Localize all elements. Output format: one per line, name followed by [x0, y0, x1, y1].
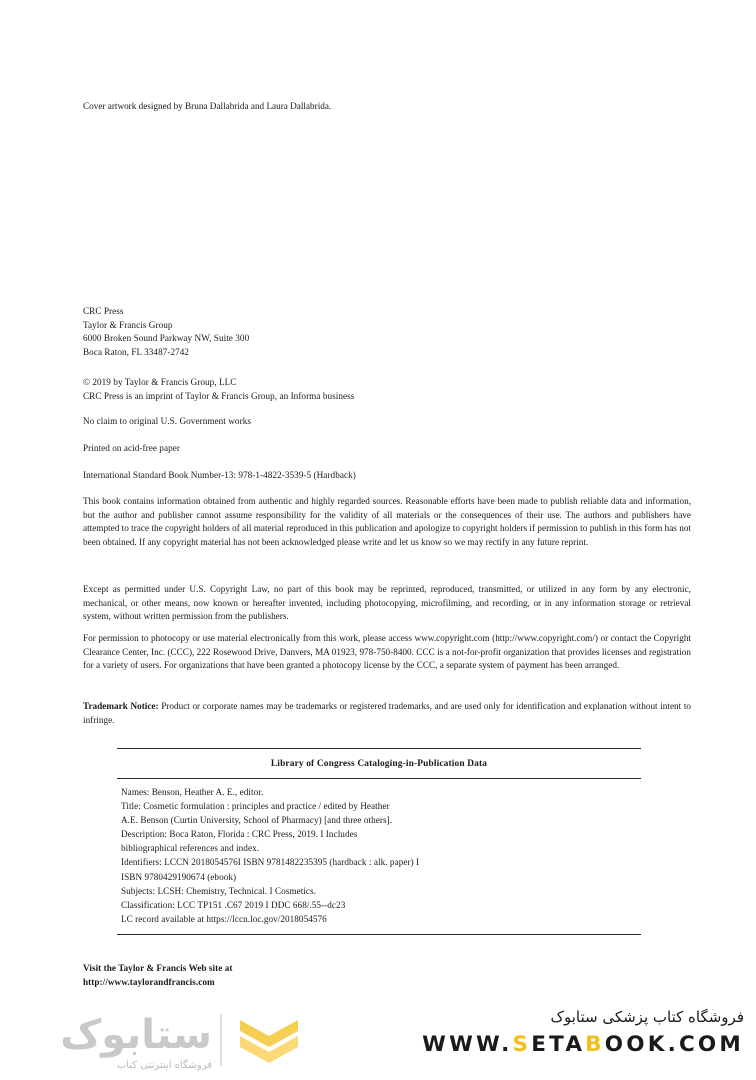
photocopy-permission-paragraph: For permission to photocopy or use material electronically from this work, please access www.copyright.com (http://www.copyright.com/) or contact the Copyright Clearance Center, Inc. (CCC), 222 Rosewood Drive, Danvers, MA 01923, 978-750-8400. CCC is a not-for-profit organization that provides licenses and registration for a variety of users. For organizations that have been granted a photocopy license by the CCC, a separate system of payment has been arranged. — [83, 633, 691, 670]
lc-line-description: Description: Boca Raton, Florida : CRC Press, 2019. I Includes — [121, 829, 358, 840]
setabook-watermark-banner — [0, 1000, 756, 1080]
cover-artwork-credit: Cover artwork designed by Bruna Dallabrida and Laura Dallabrida. — [83, 101, 332, 111]
double-chevron-logo-icon — [238, 1018, 300, 1064]
trademark-notice-label: Trademark Notice: — [83, 701, 159, 711]
setabook-url[interactable] — [400, 1030, 744, 1060]
url-suffix: OOK.COM — [604, 1032, 744, 1057]
publisher-imprint-block — [83, 305, 683, 359]
imprint-note-line: CRC Press is an imprint of Taylor & Francis Group, an Informa business — [83, 390, 355, 401]
lc-block-title: Library of Congress Cataloging-in-Publication Data — [117, 749, 641, 779]
copyright-notice-group — [83, 376, 691, 403]
url-s-letter: S — [512, 1032, 532, 1057]
copyright-year-line: © 2019 by Taylor & Francis Group, LLC — [83, 377, 237, 387]
logo-divider — [220, 1014, 222, 1066]
lc-line-title: Title: Cosmetic formulation : principles and practice / edited by Heather — [121, 801, 390, 812]
visit-website-block — [83, 962, 233, 989]
trademark-notice-paragraph — [83, 700, 691, 727]
publisher-name: CRC Press — [83, 306, 124, 316]
url-mid: ETA — [531, 1032, 586, 1057]
lc-line-subjects: Subjects: LCSH: Chemistry, Technical. I Cosmetics. — [121, 885, 317, 896]
lc-block-body — [117, 779, 641, 934]
lc-line-names: Names: Benson, Heather A. E., editor. — [121, 787, 264, 797]
publisher-street: 6000 Broken Sound Parkway NW, Suite 300 — [83, 333, 250, 344]
library-of-congress-block — [117, 748, 641, 935]
setabook-logo-sub-text: فروشگاه اینترنتی کتاب — [116, 1060, 212, 1071]
setabook-tagline-farsi: فروشگاه کتاب پزشکی ستابوک — [550, 1008, 744, 1026]
url-b-letter: B — [585, 1032, 605, 1057]
reproduction-rights-paragraph: Except as permitted under U.S. Copyright Law, no part of this book may be reprinted, reproduced, transmitted, or utilized in any form by any electronic, mechanical, or other means, now known or hereafter invented, including photocopying, microfilming, and recording, or in any information storage or retrieval system, without written permission from the publishers. — [83, 584, 691, 621]
lc-line-isbn-ebook: ISBN 9780429190674 (ebook) — [121, 871, 237, 882]
publisher-group: Taylor & Francis Group — [83, 319, 173, 330]
setabook-logo-main-text: ستابوک — [60, 1012, 212, 1058]
lc-line-editor: A.E. Benson (Curtin University, School of Pharmacy) [and three others]. — [121, 815, 393, 826]
disclaimer-paragraph: This book contains information obtained from authentic and highly regarded sources. Reasonable efforts have been made to publish reliable data and information, but the author and publisher cannot assume responsibility for the validity of all materials or the consequences of their use. The authors and publishers have attempted to trace the copyright holders of all material reproduced in this publication and apologize to copyright holders if permission to publish in this form has not been obtained. If any copyright material has not been acknowledged please write and let us know so we may rectify in any future reprint. — [83, 496, 691, 547]
government-works-line: No claim to original U.S. Government works — [83, 416, 251, 426]
trademark-notice-text: Product or corporate names may be trademarks or registered trademarks, and are used only for identification and explanation without intent to infringe. — [83, 701, 691, 725]
lc-line-identifiers: Identifiers: LCCN 2018054576I ISBN 9781482235395 (hardback : alk. paper) I — [121, 857, 420, 868]
url-prefix: WWW. — [422, 1032, 513, 1057]
setabook-wordmark — [52, 1010, 212, 1072]
lc-line-record-url: LC record available at https://lccn.loc.gov/2018054576 — [121, 913, 327, 924]
setabook-text-group — [400, 1004, 744, 1060]
visit-website-url[interactable]: http://www.taylorandfrancis.com — [83, 976, 215, 987]
visit-website-label: Visit the Taylor & Francis Web site at — [83, 963, 233, 973]
isbn-line: International Standard Book Number-13: 978-1-4822-3539-5 (Hardback) — [83, 470, 356, 480]
publisher-city: Boca Raton, FL 33487-2742 — [83, 346, 190, 357]
lc-line-classification: Classification: LCC TP151 .C67 2019 I DDC 668/.55--dc23 — [121, 899, 346, 910]
setabook-logo-group — [52, 1006, 322, 1076]
lc-line-bibliography: bibliographical references and index. — [121, 843, 260, 854]
acid-free-paper-line: Printed on acid-free paper — [83, 443, 180, 453]
